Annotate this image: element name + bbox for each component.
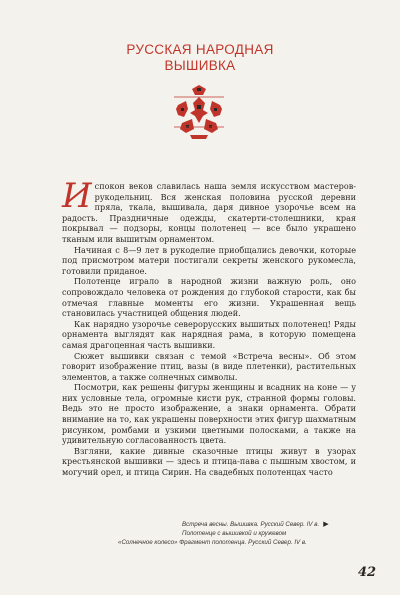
paragraph-4: Как нарядно узорочье северорусских вышитых полотенец! Ряды орнамента выглядят как нарядная рама, в которую помещена самая драгоценная часть вышивки. <box>62 318 356 350</box>
paragraph-1 <box>62 176 356 245</box>
embroidery-ornament-icon <box>170 83 228 141</box>
page-number: 42 <box>358 565 377 580</box>
title-line-1: РУССКАЯ НАРОДНАЯ <box>126 42 274 57</box>
paragraph-6: Посмотри, как решены фигуры женщины и всадник на коне — у них условные тела, огромные кисти рук, странной формы головы. Ведь это не просто изображение, а знаки орнамента. Обрати внимание на то, как украшены поверхности этих фигур шахматным рисунком, ромбами и узкими цветными полосками, а также на удивительную согласованность цвета. <box>62 382 356 446</box>
caption-row-1 <box>118 520 380 529</box>
figure-captions <box>118 520 380 547</box>
title-line-2: ВЫШИВКА <box>164 58 236 73</box>
paragraph-5: Сюжет вышивки связан с темой «Встреча весны». Об этом говорит изображение птиц, вазы (в виде плетенки), растительных элементов, а также солнечных символы. <box>62 350 356 382</box>
paragraph-3: Полотенце играло в народной жизни важную роль, оно сопровождало человека от рождения до глубокой старости, как бы отмечая главные моменты его жизни. Украшенная вещь становилась участницей общения людей. <box>62 276 356 319</box>
caption-row-2 <box>118 529 380 538</box>
caption-2: Полотенце с вышивкой и кружевом <box>182 530 287 537</box>
arrow-right-icon: ▶ <box>323 521 329 528</box>
paragraph-1-text: спокон веков славилась наша земля искусством мастеров-рукодельниц. Вся женская половина русской деревни пряла, ткала, вышивала, даря дивное узорочье всем на радость. Праздничные одежды, скатерти-столешники, края покрывал — подзоры, концы полотенец — все было украшено тканым или вышитым орнаментом. <box>62 181 356 244</box>
drop-cap: И <box>62 176 92 216</box>
article-body <box>62 176 356 478</box>
page-title <box>0 42 400 74</box>
caption-3: «Солнечное колесо» Фрагмент полотенца. Русский Север. IV в. <box>118 539 307 546</box>
paragraph-7: Взгляни, какие дивные сказочные птицы живут в узорах крестьянской вышивки — здесь и птица-пава с пышным хвостом, и могучий орел, и птица Сирин. На свадебных полотенцах часто <box>62 445 356 478</box>
caption-row-3 <box>118 538 380 547</box>
paragraph-2: Начиная с 8—9 лет в рукоделие приобщались девочки, которые под присмотром матери постигали секреты женского рукомесла, готовили приданое. <box>62 244 356 276</box>
caption-1: Встреча весны. Вышивка. Русский Север. IV в. <box>182 521 320 528</box>
